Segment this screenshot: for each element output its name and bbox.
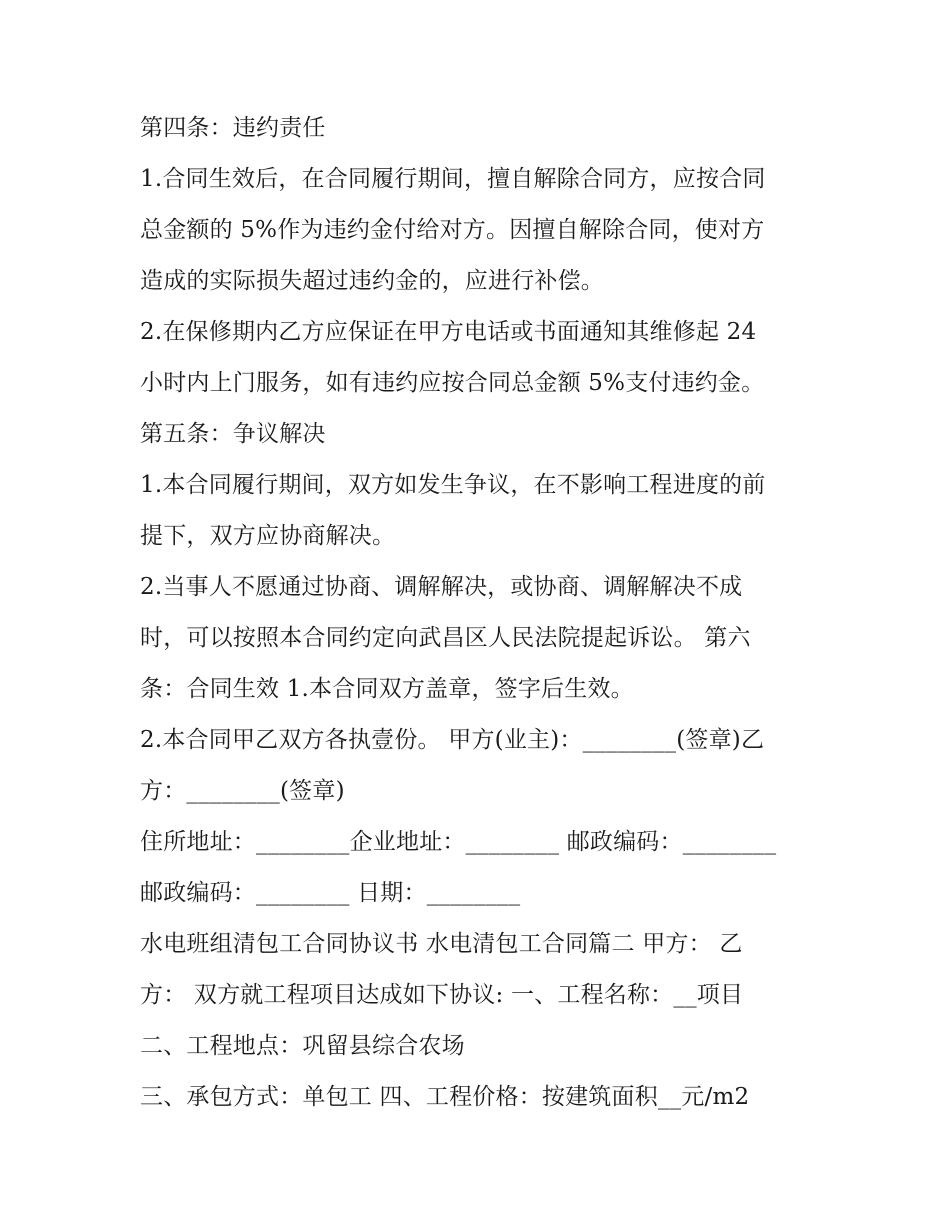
address-line: 住所地址：________企业地址：________ 邮政编码：________ xyxy=(140,829,777,855)
paragraph-line: 小时内上门服务，如有违约应按合同总金额 5%支付违约金。 xyxy=(140,370,765,396)
address-line: 邮政编码：________ 日期：________ xyxy=(140,880,521,906)
paragraph-line: 1.合同生效后，在合同履行期间，擅自解除合同方，应按合同 xyxy=(140,166,766,192)
paragraph-line: 三、承包方式：单包工 四、工程价格：按建筑面积__元/m2 xyxy=(140,1084,750,1110)
paragraph-line: 2.在保修期内乙方应保证在甲方电话或书面通知其维修起 24 xyxy=(140,319,757,345)
paragraph-line: 条：合同生效 1.本合同双方盖章，签字后生效。 xyxy=(140,676,634,702)
document-body xyxy=(140,103,820,1123)
signature-line: 方：________(签章) xyxy=(140,778,345,804)
signature-line: 2.本合同甲乙双方各执壹份。 甲方(业主)：________(签章)乙 xyxy=(140,727,765,753)
paragraph-line: 2.当事人不愿通过协商、调解解决，或协商、调解解决不成 xyxy=(140,574,743,600)
paragraph-line: 二、工程地点：巩留县综合农场 xyxy=(140,1033,465,1059)
paragraph-line: 方： 双方就工程项目达成如下协议: 一、工程名称：__项目 xyxy=(140,982,744,1008)
contract-title-line: 水电班组清包工合同协议书 水电清包工合同篇二 甲方： 乙 xyxy=(140,931,743,957)
paragraph-line: 时，可以按照本合同约定向武昌区人民法院提起诉讼。 第六 xyxy=(140,625,751,651)
paragraph-line: 1.本合同履行期间，双方如发生争议，在不影响工程进度的前 xyxy=(140,472,766,498)
paragraph-line: 总金额的 5%作为违约金付给对方。因擅自解除合同，使对方 xyxy=(140,217,765,243)
paragraph-line: 提下，双方应协商解决。 xyxy=(140,523,396,549)
section-heading-article-4: 第四条：违约责任 xyxy=(140,115,326,141)
paragraph-line: 造成的实际损失超过违约金的，应进行补偿。 xyxy=(140,268,604,294)
section-heading-article-5: 第五条：争议解决 xyxy=(140,421,326,447)
